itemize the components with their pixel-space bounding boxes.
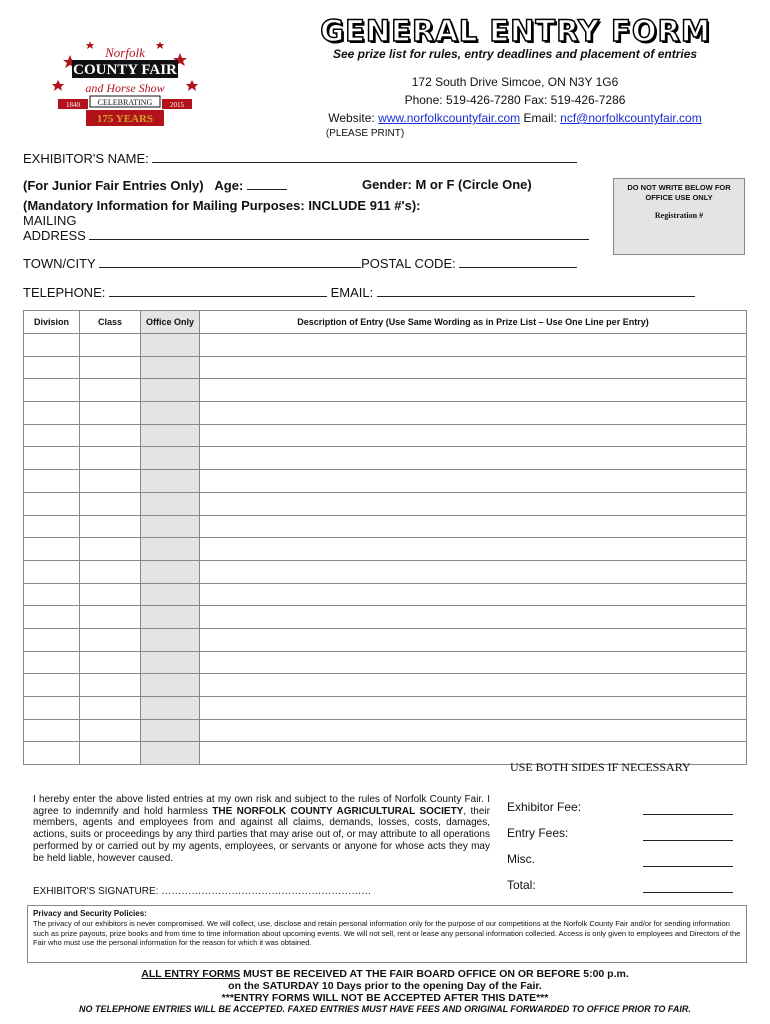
entries-body: [24, 334, 747, 765]
indemnity-text-2: , their members, agents and employees from and against all claims, demands, losses, costs, damages, actions, suits or proceedings by any third parties that may arise out of, or may attribute to all operations performed by or carried out by my agents, employees, or servants or anyone for whose acts they may be held liable, however caused.: [33, 805, 490, 864]
description-cell[interactable]: [200, 515, 747, 538]
email-link[interactable]: ncf@norfolkcountyfair.com: [560, 111, 702, 125]
email-label: Email:: [523, 111, 557, 125]
office-only-cell: [141, 492, 200, 515]
contact-block: [290, 73, 740, 127]
office-only-cell: [141, 538, 200, 561]
class-cell[interactable]: [80, 402, 141, 425]
entries-header-row: [24, 311, 747, 334]
address-line: 172 South Drive Simcoe, ON N3Y 1G6: [411, 75, 619, 89]
office-only-cell: [141, 560, 200, 583]
description-cell[interactable]: [200, 560, 747, 583]
website-label: Website:: [328, 111, 375, 125]
class-cell[interactable]: [80, 628, 141, 651]
no-telephone-notice: NO TELEPHONE ENTRIES WILL BE ACCEPTED. FAXED ENTRIES MUST HAVE FEES AND ORIGINAL FORWARDED TO OFFICE PRIOR TO FAIR.: [79, 1004, 691, 1014]
office-use-box: [613, 178, 745, 255]
office-only-cell: [141, 583, 200, 606]
description-cell[interactable]: [200, 447, 747, 470]
include-911-label: INCLUDE 911 #'s):: [308, 198, 421, 213]
class-cell[interactable]: [80, 334, 141, 357]
entry-row: [24, 538, 747, 561]
norfolk-county-fair-logo: [50, 35, 200, 130]
division-cell[interactable]: [24, 742, 80, 765]
town-field[interactable]: [99, 255, 361, 268]
website-link[interactable]: www.norfolkcountyfair.com: [378, 111, 521, 125]
class-cell[interactable]: [80, 356, 141, 379]
class-cell[interactable]: [80, 583, 141, 606]
exhibitor-name-field[interactable]: [152, 150, 577, 163]
division-cell[interactable]: [24, 674, 80, 697]
logo-year-left: 1840: [66, 101, 80, 109]
description-cell[interactable]: [200, 334, 747, 357]
logo-175-years-text: 175 YEARS: [96, 113, 154, 125]
class-cell[interactable]: [80, 742, 141, 765]
office-only-cell: [141, 515, 200, 538]
office-only-cell: [141, 697, 200, 720]
entry-row: [24, 674, 747, 697]
division-cell[interactable]: [24, 424, 80, 447]
class-cell[interactable]: [80, 606, 141, 629]
signature-line[interactable]: EXHIBITOR'S SIGNATURE: ………………………………………………………: [33, 886, 372, 897]
class-cell[interactable]: [80, 379, 141, 402]
description-cell[interactable]: [200, 492, 747, 515]
phone-line: Phone: 519-426-7280 Fax: 519-426-7286: [404, 93, 626, 107]
entry-fees-field[interactable]: [643, 828, 733, 841]
exhibitor-fee-field[interactable]: [643, 802, 733, 815]
mailing-address-field[interactable]: [89, 227, 589, 240]
gender-label: Gender: M or F (Circle One): [362, 177, 532, 192]
office-only-header: Office Only: [141, 311, 200, 334]
fees-block: [507, 800, 581, 904]
total-field[interactable]: [643, 880, 733, 893]
description-cell[interactable]: [200, 583, 747, 606]
entry-row: [24, 447, 747, 470]
office-only-cell: [141, 742, 200, 765]
use-both-sides-note: USE BOTH SIDES IF NECESSARY: [510, 760, 691, 774]
entry-fees-label: Entry Fees:: [507, 826, 569, 840]
description-cell[interactable]: [200, 356, 747, 379]
description-cell[interactable]: [200, 674, 747, 697]
class-cell[interactable]: [80, 697, 141, 720]
postal-code-label: POSTAL CODE:: [361, 256, 456, 271]
class-cell[interactable]: [80, 492, 141, 515]
age-field[interactable]: [247, 177, 287, 190]
town-postal-row: [23, 255, 577, 271]
registration-number-label: Registration #: [654, 211, 704, 220]
logo-year-right: 2015: [170, 101, 184, 109]
office-only-cell: [141, 651, 200, 674]
mailing-label: MAILING: [23, 213, 77, 228]
entry-row: [24, 515, 747, 538]
office-only-cell: [141, 447, 200, 470]
description-cell[interactable]: [200, 628, 747, 651]
office-only-cell: [141, 379, 200, 402]
indemnity-text-1: I hereby enter the above listed entries at my own risk and subject to the rules of Norfolk County Fair. I agree to indemnify and hold harmless: [33, 794, 490, 817]
division-cell[interactable]: [24, 583, 80, 606]
class-cell[interactable]: [80, 447, 141, 470]
class-cell[interactable]: [80, 470, 141, 493]
office-only-cell: [141, 674, 200, 697]
office-only-cell: [141, 470, 200, 493]
description-cell[interactable]: [200, 379, 747, 402]
privacy-heading: Privacy and Security Policies:: [33, 909, 147, 918]
deadline-line-1: [0, 968, 770, 980]
telephone-label: TELEPHONE:: [23, 285, 106, 300]
entries-table: [23, 310, 747, 765]
division-cell[interactable]: [24, 356, 80, 379]
class-cell[interactable]: [80, 515, 141, 538]
indemnity-society-name: THE NORFOLK COUNTY AGRICULTURAL SOCIETY: [212, 805, 464, 817]
class-cell[interactable]: [80, 560, 141, 583]
division-cell[interactable]: [24, 492, 80, 515]
class-header: Class: [80, 311, 141, 334]
division-cell[interactable]: [24, 719, 80, 742]
division-cell[interactable]: [24, 628, 80, 651]
description-cell[interactable]: [200, 606, 747, 629]
junior-row: [23, 177, 287, 193]
form-title: GENERAL ENTRY FORM: [320, 14, 711, 48]
class-cell[interactable]: [80, 719, 141, 742]
mandatory-row: [23, 198, 421, 213]
exhibitor-name-label: EXHIBITOR'S NAME:: [23, 151, 149, 166]
division-cell[interactable]: [24, 606, 80, 629]
logo-celebrating-text: CELEBRATING: [97, 98, 153, 107]
division-cell[interactable]: [24, 402, 80, 425]
entry-row: [24, 651, 747, 674]
class-cell[interactable]: [80, 538, 141, 561]
web-email-line: [290, 109, 740, 127]
division-cell[interactable]: [24, 379, 80, 402]
misc-fee-field[interactable]: [643, 854, 733, 867]
description-cell[interactable]: [200, 424, 747, 447]
address-label: ADDRESS: [23, 228, 86, 243]
office-only-cell: [141, 606, 200, 629]
description-cell[interactable]: [200, 697, 747, 720]
division-cell[interactable]: [24, 538, 80, 561]
entry-row: [24, 356, 747, 379]
age-label: Age:: [214, 178, 244, 193]
mandatory-label: (Mandatory Information for Mailing Purposes:: [23, 198, 305, 213]
mailing-address-row: [23, 227, 589, 243]
deadline-line-1-rest: MUST BE RECEIVED AT THE FAIR BOARD OFFICE ON OR BEFORE 5:00 p.m.: [240, 968, 629, 980]
deadline-line-2: on the SATURDAY 10 Days prior to the opening Day of the Fair.: [228, 980, 542, 992]
division-cell[interactable]: [24, 334, 80, 357]
office-only-cell: [141, 356, 200, 379]
form-subtitle: See prize list for rules, entry deadlines and placement of entries: [332, 47, 698, 61]
entry-row: [24, 719, 747, 742]
entry-row: [24, 583, 747, 606]
email-field[interactable]: [377, 284, 695, 297]
office-only-cell: [141, 402, 200, 425]
misc-fee-label: Misc.: [507, 852, 535, 866]
logo-county-fair-text: COUNTY FAIR: [73, 62, 177, 78]
deadline-notice: [0, 968, 770, 1004]
office-only-cell: [141, 424, 200, 447]
entry-row: [24, 606, 747, 629]
division-cell[interactable]: [24, 651, 80, 674]
privacy-text: The privacy of our exhibitors is never compromised. We will collect, use, disclose and retain personal information only for the purpose of our competitions at the Norfolk County Fair and/or for sending information such as prize payouts, prize books and from time to time information about upcoming events. We will not sell, rent or lease any personal information collected. Access is only given to employees and Directors of the Fair who must use the personal information for the reason for which it was obtained.: [33, 919, 741, 947]
description-cell[interactable]: [200, 719, 747, 742]
email-field-label: EMAIL:: [330, 285, 374, 300]
class-cell[interactable]: [80, 424, 141, 447]
office-use-heading: DO NOT WRITE BELOW FOR OFFICE USE ONLY: [627, 183, 731, 202]
description-cell[interactable]: [200, 470, 747, 493]
class-cell[interactable]: [80, 651, 141, 674]
postal-code-field[interactable]: [459, 255, 577, 268]
logo-norfolk-text: Norfolk: [105, 45, 145, 60]
description-cell[interactable]: [200, 402, 747, 425]
junior-label: (For Junior Fair Entries Only): [23, 178, 204, 193]
description-cell[interactable]: [200, 538, 747, 561]
office-only-cell: [141, 719, 200, 742]
description-header: Description of Entry (Use Same Wording as in Prize List – Use One Line per Entry): [200, 311, 747, 334]
entry-row: [24, 379, 747, 402]
entry-row: [24, 424, 747, 447]
please-print-note: (PLEASE PRINT): [325, 128, 405, 139]
entry-row: [24, 470, 747, 493]
entry-row: [24, 492, 747, 515]
division-cell[interactable]: [24, 447, 80, 470]
telephone-email-row: [23, 284, 695, 300]
entry-row: [24, 628, 747, 651]
entry-row: [24, 334, 747, 357]
division-cell[interactable]: [24, 560, 80, 583]
town-label: TOWN/CITY: [23, 256, 96, 271]
description-cell[interactable]: [200, 651, 747, 674]
division-cell[interactable]: [24, 515, 80, 538]
entry-row: [24, 697, 747, 720]
class-cell[interactable]: [80, 674, 141, 697]
entry-row: [24, 560, 747, 583]
entry-row: [24, 402, 747, 425]
office-only-cell: [141, 334, 200, 357]
exhibitor-fee-label: Exhibitor Fee:: [507, 800, 582, 814]
privacy-policy-box: [27, 905, 747, 963]
logo-horse-show-text: and Horse Show: [85, 81, 165, 95]
division-cell[interactable]: [24, 697, 80, 720]
division-header: Division: [24, 311, 80, 334]
telephone-field[interactable]: [109, 284, 327, 297]
indemnity-statement: [33, 794, 490, 864]
all-entry-forms-text: ALL ENTRY FORMS: [141, 968, 241, 980]
total-label: Total:: [507, 878, 536, 892]
division-cell[interactable]: [24, 470, 80, 493]
deadline-line-3: ***ENTRY FORMS WILL NOT BE ACCEPTED AFTER THIS DATE***: [221, 992, 549, 1004]
office-only-cell: [141, 628, 200, 651]
exhibitor-name-row: [23, 150, 577, 166]
